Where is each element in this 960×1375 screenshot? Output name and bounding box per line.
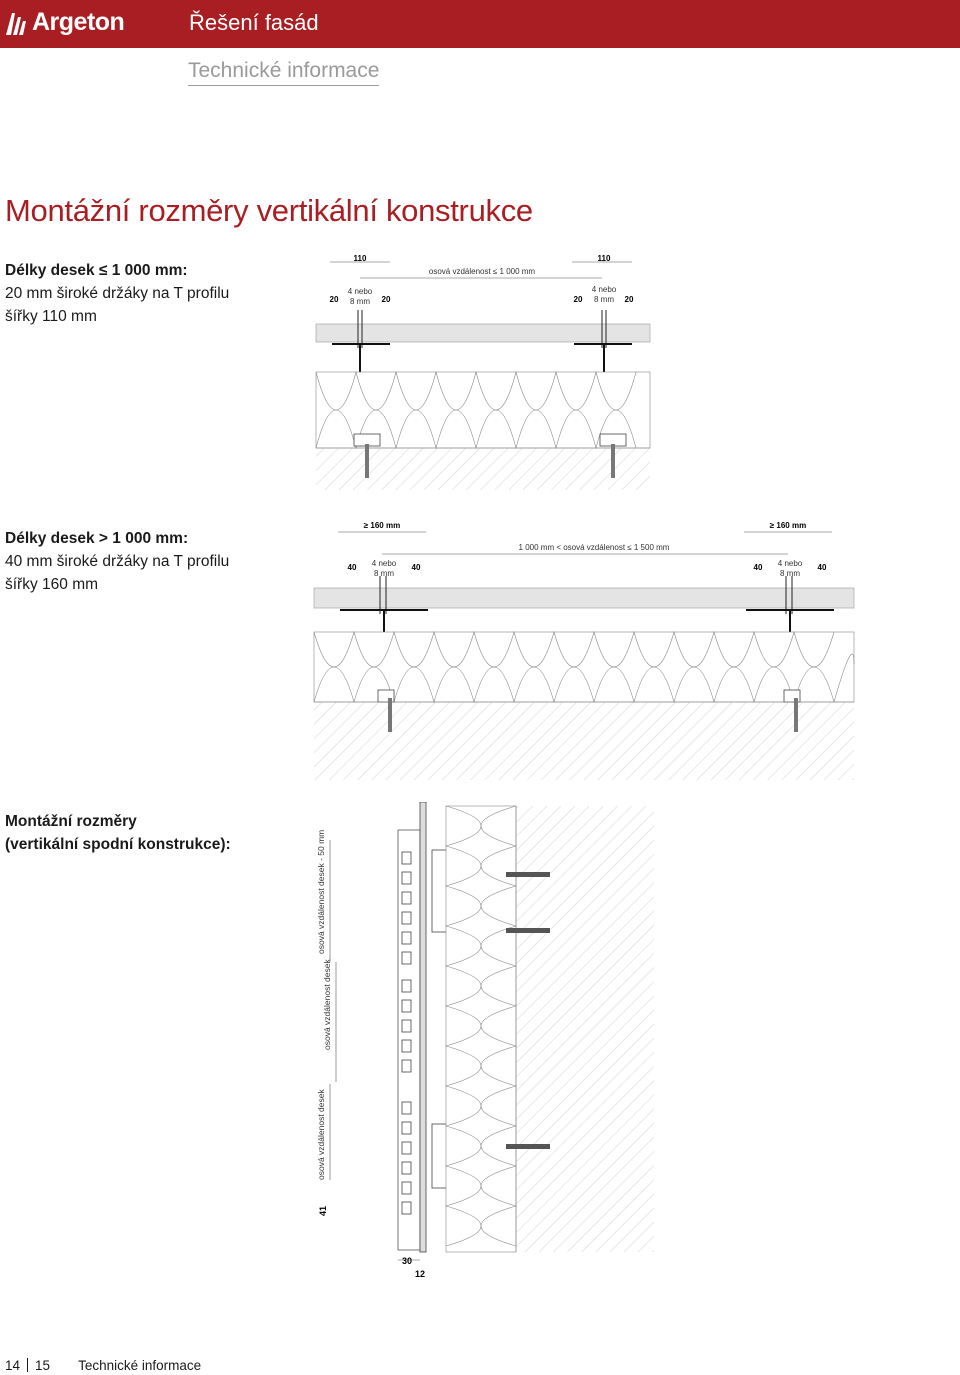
page-number-left: 14 (5, 1358, 21, 1373)
footer-label: Technické informace (78, 1358, 202, 1373)
s2-gap-2b: 8 mm (780, 569, 800, 578)
footer-divider (27, 1358, 28, 1372)
header-subtitle: Technické informace (188, 59, 379, 86)
s1-gap-1b: 8 mm (350, 297, 370, 306)
s2-gap-1b: 8 mm (374, 569, 394, 578)
section1-line1: 20 mm široké držáky na T profilu (5, 285, 230, 302)
logo-wordmark: Argeton (32, 8, 125, 36)
section3-heading-line1: Montážní rozměry (5, 813, 137, 830)
s3-dim-a: osová vzdálenost desek - 50 mm (316, 829, 326, 954)
footer (5, 1358, 201, 1373)
s3-dim-b: osová vzdálenost desek (322, 959, 332, 1050)
section2-line2: šířky 160 mm (5, 576, 99, 593)
s1-gap-1a: 4 nebo (347, 287, 373, 296)
s3-dim-41: 41 (318, 1205, 328, 1216)
s2-dim-width-left: ≥ 160 mm (363, 521, 401, 530)
s1-dim-side-2: 20 (381, 295, 391, 304)
s2-spacing-label: 1 000 mm < osová vzdálenost ≤ 1 500 mm (518, 543, 670, 552)
section1-line2: šířky 110 mm (5, 308, 97, 325)
section3-text (5, 810, 231, 856)
s1-spacing-label: osová vzdálenost ≤ 1 000 mm (428, 267, 536, 276)
s2-dim-width-right: ≥ 160 mm (769, 521, 807, 530)
section2-diagram (312, 514, 858, 782)
s2-dim-side-4: 40 (817, 563, 827, 572)
s1-dim-side-3: 20 (573, 295, 583, 304)
s1-dim-width-right: 110 (597, 254, 611, 263)
s1-dim-side-4: 20 (624, 295, 634, 304)
brand-logo-block (0, 0, 165, 48)
s2-gap-2a: 4 nebo (777, 559, 803, 568)
section2-line1: 40 mm široké držáky na T profilu (5, 553, 230, 570)
s1-gap-2b: 8 mm (594, 295, 614, 304)
section1-text (5, 259, 229, 328)
section1-heading: Délky desek ≤ 1 000 mm: (5, 262, 188, 279)
section3-heading-line2: (vertikální spodní konstrukce): (5, 836, 231, 853)
page-title: Montážní rozměry vertikální konstrukce (5, 193, 533, 228)
s1-gap-2a: 4 nebo (591, 285, 617, 294)
section1-diagram (312, 248, 654, 492)
s1-dim-width-left: 110 (353, 254, 367, 263)
s3-dim-30: 30 (401, 1256, 413, 1266)
header-title: Řešení fasád (189, 10, 319, 35)
s3-dim-12: 12 (414, 1269, 426, 1279)
s3-dim-c: osová vzdálenost desek (316, 1089, 326, 1180)
section2-heading: Délky desek > 1 000 mm: (5, 530, 189, 547)
page-number-right: 15 (35, 1358, 51, 1373)
s1-dim-side-1: 20 (329, 295, 339, 304)
s2-dim-side-2: 40 (411, 563, 421, 572)
s2-dim-side-3: 40 (753, 563, 763, 572)
argeton-logo-icon (4, 8, 30, 36)
header-bar (165, 0, 960, 48)
section2-text (5, 527, 229, 596)
s2-gap-1a: 4 nebo (371, 559, 397, 568)
s2-dim-side-1: 40 (347, 563, 357, 572)
section3-diagram (310, 802, 660, 1282)
